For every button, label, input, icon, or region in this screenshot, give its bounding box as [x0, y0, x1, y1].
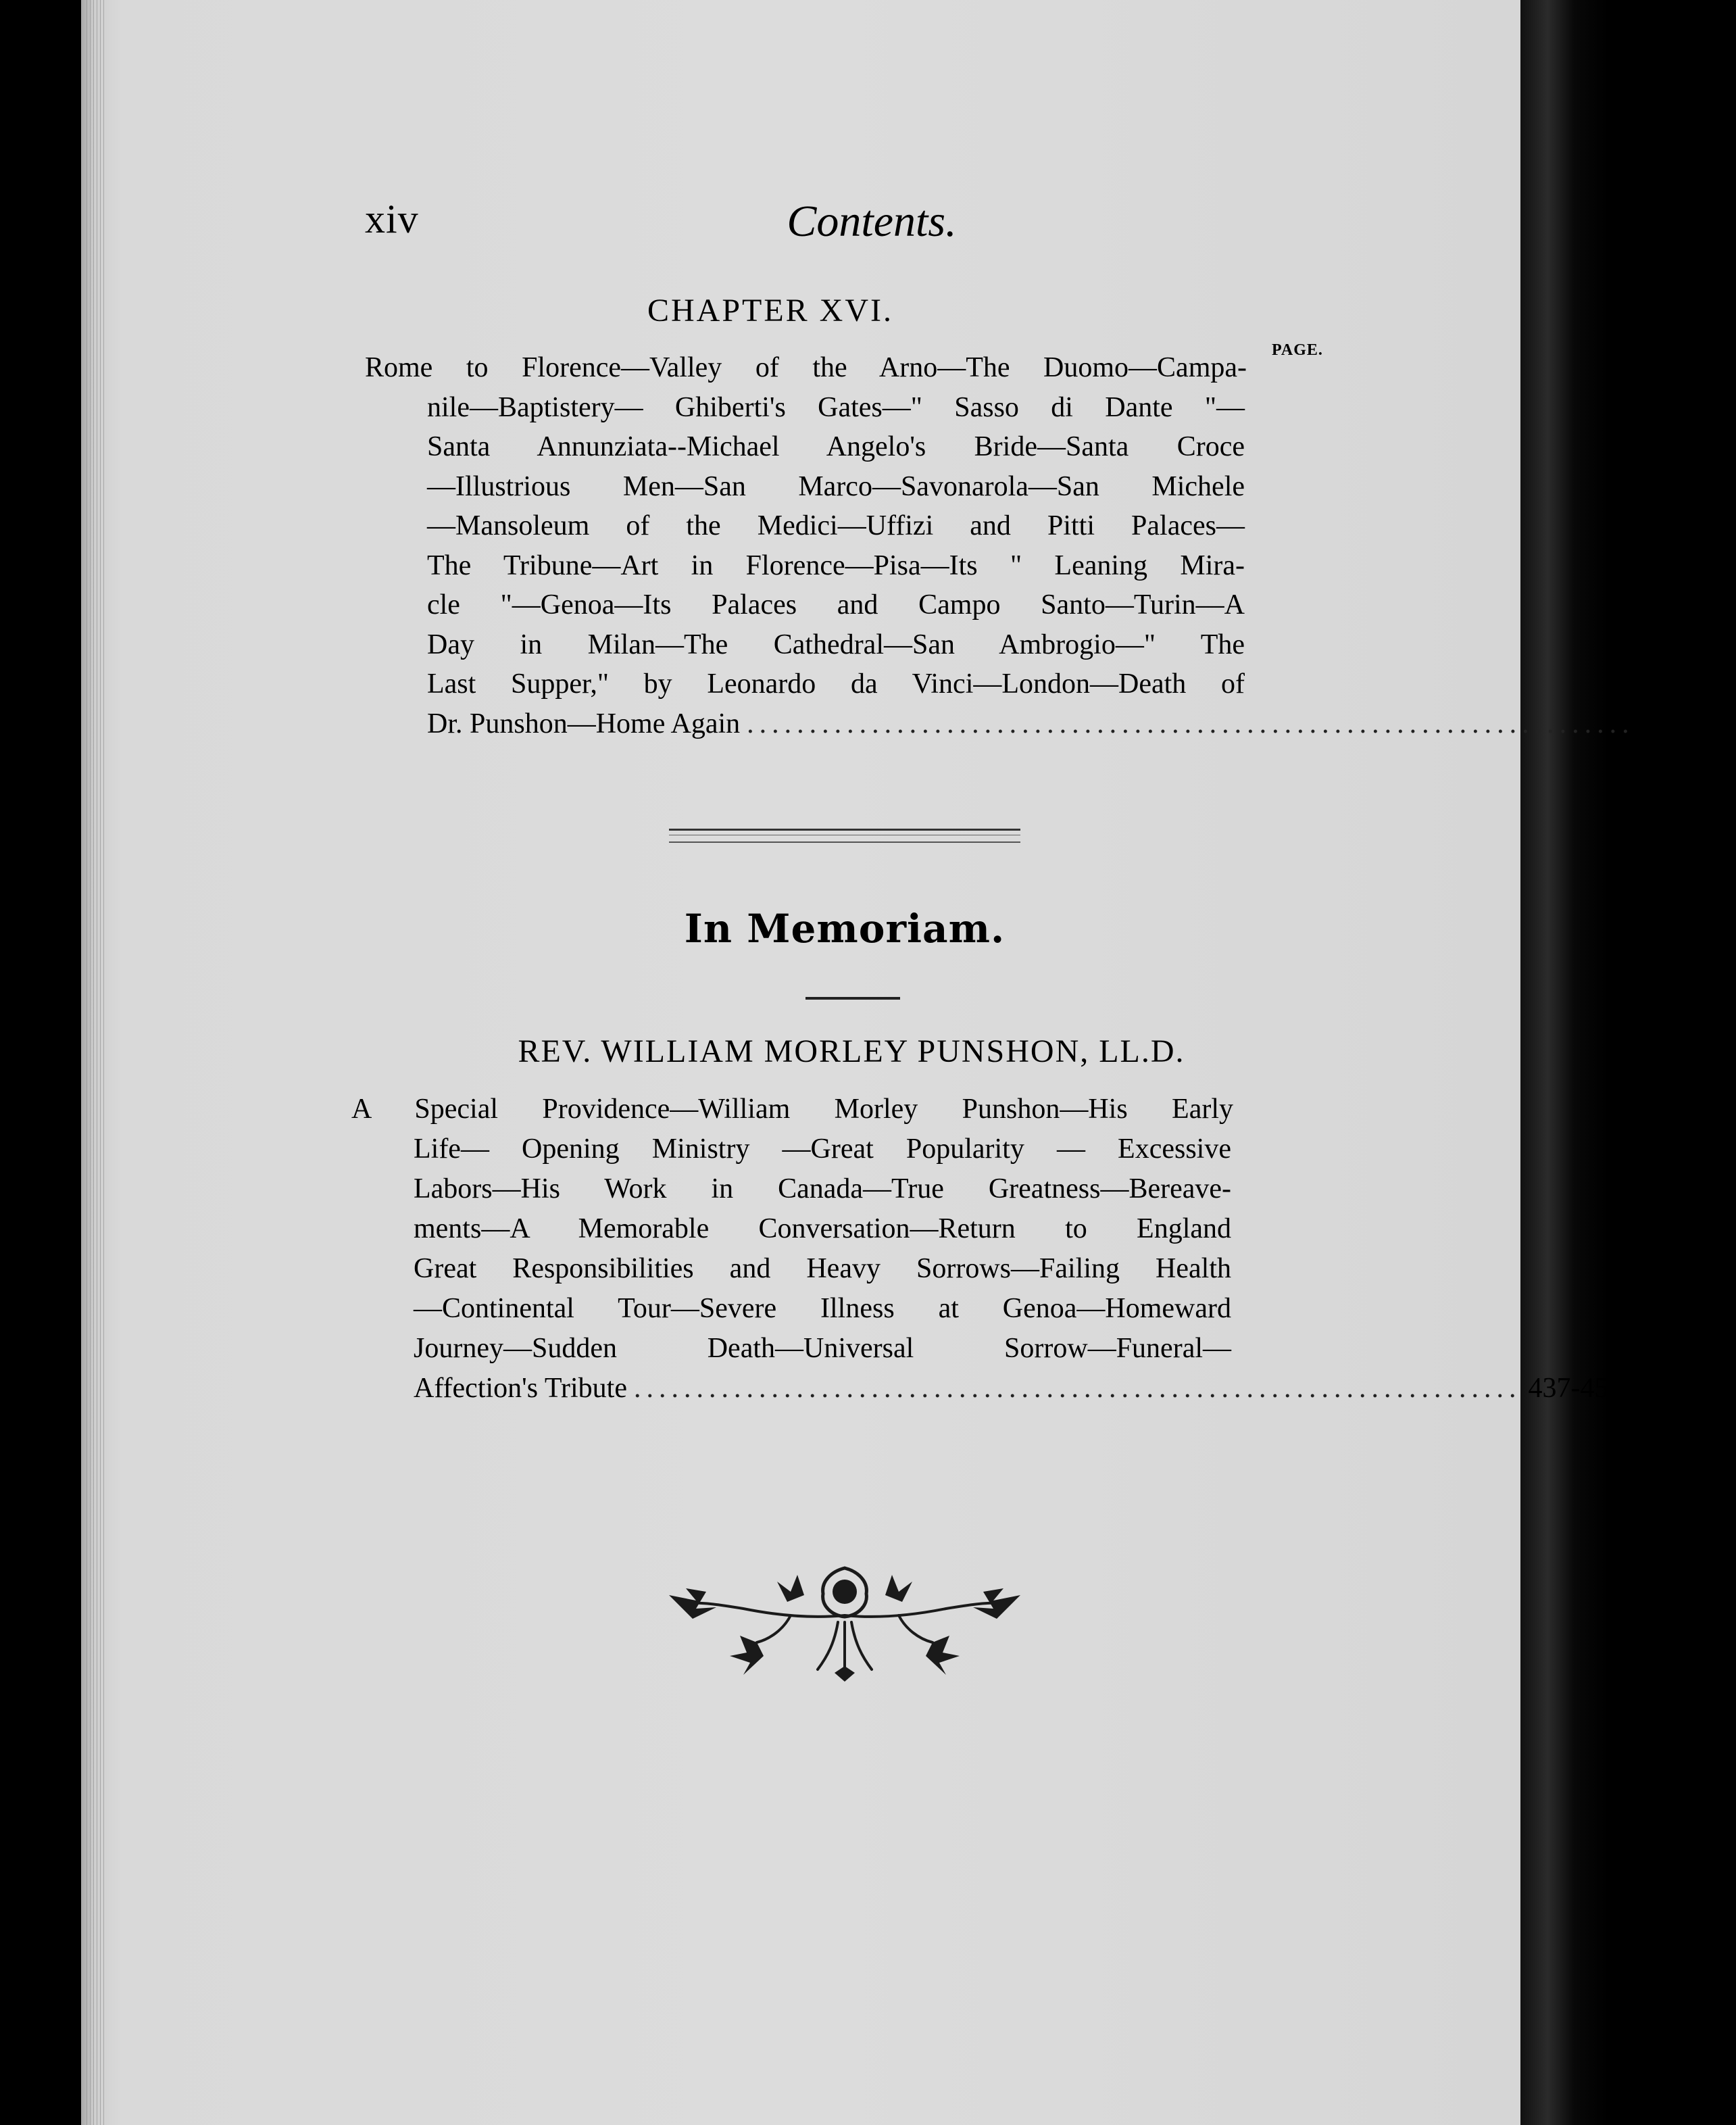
section-divider [669, 829, 1020, 843]
summary-line: Life— Opening Ministry —Great Popularity — Excessive [414, 1133, 1231, 1165]
summary-last-line [351, 1369, 1623, 1409]
summary-last-line [365, 704, 1736, 744]
summary-line: The Tribune—Art in Florence—Pisa—Its " Leaning Mira- [427, 549, 1245, 581]
page-number: xiv [365, 197, 419, 241]
scan-left-margin [0, 0, 81, 2125]
memoriam-subject: REV. WILLIAM MORLEY PUNSHON, LL.D. [518, 1033, 1185, 1069]
summary-line: —Mansoleum of the Medici—Uffizi and Pitti Palaces— [427, 510, 1245, 541]
short-rule [805, 997, 900, 1000]
summary-line: —Illustrious Men—San Marco—Savonarola—San Michele [427, 470, 1245, 502]
summary-line: —Continental Tour—Severe Illness at Genoa—Homeward [414, 1293, 1231, 1324]
memoriam-summary [351, 1090, 1623, 1409]
running-head: Contents. [787, 197, 957, 246]
summary-line: Day in Milan—The Cathedral—San Ambrogio—" The [427, 629, 1245, 660]
summary-line: Last Supper," by Leonardo da Vinci—London—Death of [427, 668, 1245, 700]
summary-line: Dr. Punshon—Home Again [427, 708, 741, 739]
summary-line: A Special Providence—William Morley Punshon—His Early [351, 1094, 1233, 1125]
summary-line: Santa Annunziata--Michael Angelo's Bride—Santa Croce [427, 431, 1245, 462]
summary-line: Affection's Tribute [414, 1373, 627, 1404]
page-header [284, 196, 1338, 270]
chapter-title: CHAPTER XVI. [647, 293, 893, 328]
dot-leader: ....................................................................... [633, 1373, 1522, 1404]
scan-right-margin [1520, 0, 1608, 2125]
summary-line: nile—Baptistery— Ghiberti's Gates—" Sasso di Dante "— [427, 391, 1245, 423]
summary-line: Journey—Sudden Death—Universal Sorrow—Funeral— [414, 1333, 1231, 1364]
summary-line: Rome to Florence—Valley of the Arno—The Duomo—Campa- [365, 352, 1247, 383]
summary-line: cle "—Genoa—Its Palaces and Campo Santo—Turin—A [427, 589, 1245, 620]
floral-ornament-icon [655, 1555, 1034, 1683]
memoriam-title: In Memoriam. [684, 906, 1006, 952]
page-range: 437-459 [1528, 1373, 1623, 1404]
dot-leader: ....................................................................... [747, 708, 1635, 739]
summary-line: Labors—His Work in Canada—True Greatness—Bereave- [414, 1173, 1231, 1204]
page-range: 414-434 [1641, 708, 1736, 739]
summary-line: Great Responsibilities and Heavy Sorrows—Failing Health [414, 1253, 1231, 1284]
page-column-label: PAGE. [1272, 341, 1323, 359]
chapter-summary [365, 348, 1736, 743]
summary-line: ments—A Memorable Conversation—Return to England [414, 1213, 1231, 1244]
page-edge-shading [86, 0, 104, 2125]
